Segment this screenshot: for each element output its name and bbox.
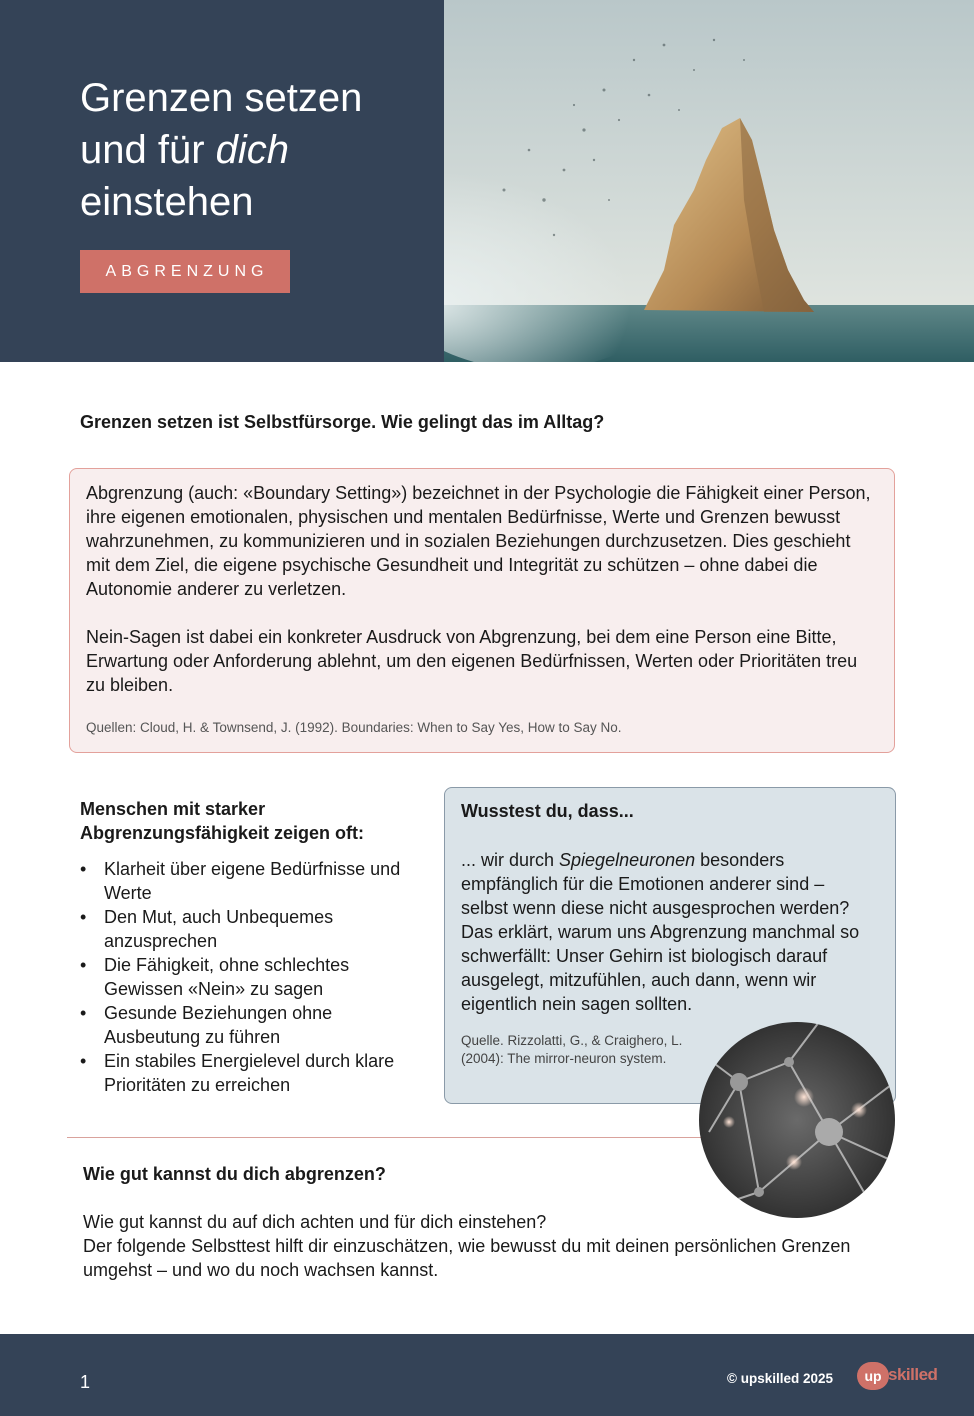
upskilled-logo <box>857 1362 947 1392</box>
traits-list <box>80 857 420 1097</box>
header-banner <box>0 0 974 362</box>
selftest-heading: Wie gut kannst du dich abgrenzen? <box>83 1164 386 1184</box>
copyright: © upskilled 2025 <box>727 1371 833 1386</box>
list-item: • Den Mut, auch Unbequemes anzusprechen <box>80 905 420 953</box>
definition-source: Quellen: Cloud, H. & Townsend, J. (1992). Boundaries: When to Say Yes, How to Say No. <box>86 720 622 735</box>
nein-sagen-paragraph: Nein-Sagen ist dabei ein konkreter Ausdruck von Abgrenzung, bei dem eine Person eine Bitte, Erwartung oder Anforderung ablehnt, um den eigenen Bedürfnissen, Werten oder Prioritäten treu zu bleiben. <box>86 627 858 695</box>
page-number: 1 <box>80 1372 91 1392</box>
list-item: • Klarheit über eigene Bedürfnisse und Werte <box>80 857 420 905</box>
section-divider <box>67 1137 712 1138</box>
fact-heading: Wusstest du, dass... <box>461 801 634 821</box>
list-item: • Ein stabiles Energielevel durch klare Prioritäten zu erreichen <box>80 1049 420 1097</box>
selftest-intro-text: Der folgende Selbsttest hilft dir einzuschätzen, wie bewusst du mit deinen persönlichen Grenzen umgehst – und wo du noch wachsen kannst. <box>83 1236 851 1280</box>
list-item: • Die Fähigkeit, ohne schlechtes Gewissen «Nein» zu sagen <box>80 953 420 1001</box>
logo-wordmark: skilled <box>888 1365 938 1384</box>
hero-image <box>444 0 974 362</box>
title-panel <box>0 0 444 362</box>
title-accent: dich <box>215 128 290 172</box>
fact-text: ... wir durch Spiegelneuronen besonders empfänglich für die Emotionen anderer sind – selbst wenn diese nicht ausgesprochen werden? Das erklärt, warum uns Abgrenzung manchmal so schwerfällt: Unser Gehirn ist biologisch darauf ausgelegt, mitzufühlen, auch dann, wenn wir eigentlich nein sagen sollten. <box>461 850 860 1014</box>
traits-section <box>80 797 420 1097</box>
selftest-section <box>83 1162 883 1282</box>
logo-up-badge: up <box>857 1362 889 1390</box>
intro-question: Grenzen setzen ist Selbstfürsorge. Wie gelingt das im Alltag? <box>80 412 605 432</box>
fact-italic-term: Spiegelneuronen <box>559 850 696 870</box>
definition-box <box>69 468 895 753</box>
page-title: Grenzen setzen und für dich einstehen <box>80 76 363 224</box>
footer <box>0 1334 974 1416</box>
definition-paragraph: Abgrenzung (auch: «Boundary Setting») bezeichnet in der Psychologie die Fähigkeit einer Person, ihre eigenen emotionalen, physischen und mentalen Bedürfnisse, Werte und Grenzen bewusst wahrzunehmen, zu kommunizieren und in sozialen Beziehungen durchzusetzen. Dies geschieht mit dem Ziel, die eigene psychische Gesundheit und Integrität zu schützen – ohne dabei die Autonomie anderer zu verletzen. <box>86 483 871 599</box>
fact-source: Quelle. Rizzolatti, G., & Craighero, L. (2004): The mirror-neuron system. <box>461 1033 683 1066</box>
traits-heading: Menschen mit starker Abgrenzungsfähigkeit zeigen oft: <box>80 799 365 843</box>
topic-badge: ABGRENZUNG <box>80 250 290 293</box>
selftest-intro-question: Wie gut kannst du auf dich achten und für dich einstehen? <box>83 1212 547 1232</box>
list-item: • Gesunde Beziehungen ohne Ausbeutung zu führen <box>80 1001 420 1049</box>
